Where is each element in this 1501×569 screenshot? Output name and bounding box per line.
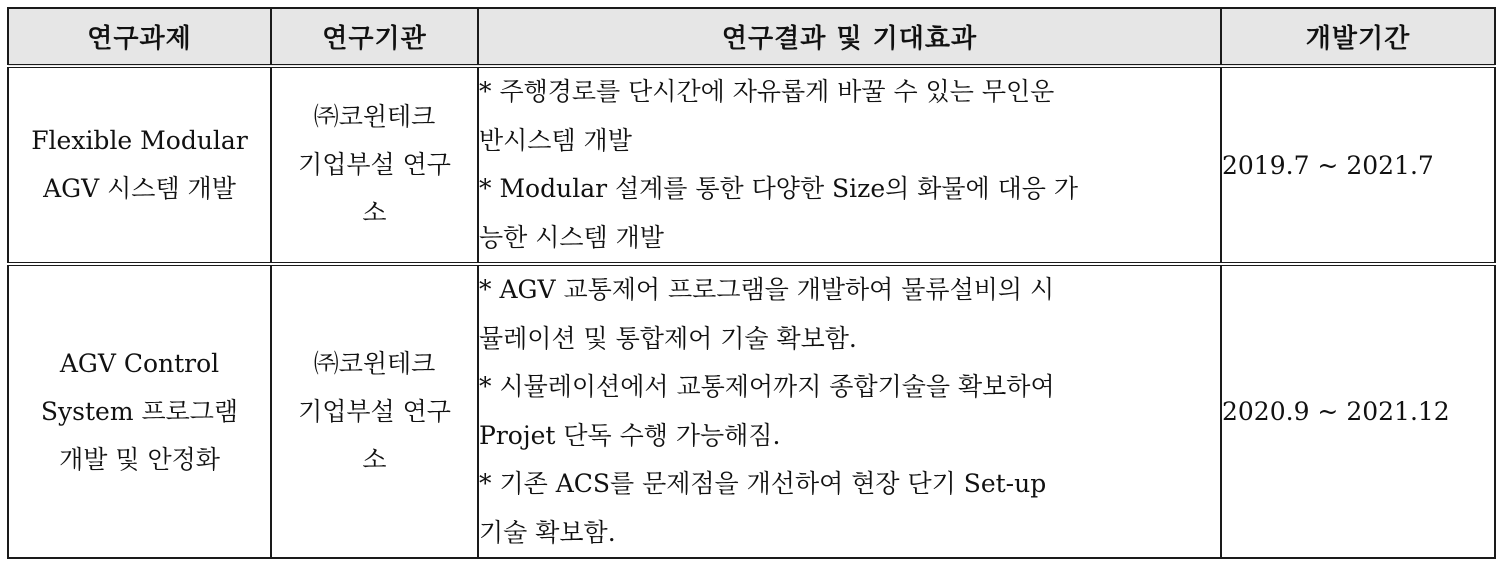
result-cell [478,264,1221,558]
task-cell [8,66,271,264]
task-line: AGV Control [59,348,220,378]
table-row [8,66,1495,264]
result-line: * 시뮬레이션에서 교통제어까지 종합기술을 확보하여 [479,372,1055,401]
result-line: * Modular 설계를 통한 다양한 Size의 화물에 대응 가 [479,174,1079,203]
task-line: Flexible Modular [31,126,248,155]
result-line: 능한 시스템 개발 [479,222,664,252]
org-cell [271,66,478,264]
result-line: 뮬레이션 및 통합제어 기술 확보함. [479,323,857,353]
result-line: 반시스템 개발 [479,125,632,155]
task-line: AGV 시스템 개발 [43,174,236,203]
research-table [7,7,1496,559]
task-line: 개발 및 안정화 [59,444,220,474]
result-line: * 주행경로를 단시간에 자유롭게 바꿀 수 있는 무인운 [479,77,1055,106]
period-cell: 2019.7 ~ 2021.7 [1221,66,1495,264]
header-org: 연구기관 [271,8,478,66]
header-result: 연구결과 및 기대효과 [478,8,1221,66]
result-line: * AGV 교통제어 프로그램을 개발하여 물류설비의 시 [479,275,1055,304]
org-line: 기업부설 연구 [298,150,451,179]
org-line: ㈜코윈테크 [313,348,436,378]
org-line: 소 [362,198,387,227]
task-line: System 프로그램 [40,396,239,426]
table-row [8,264,1495,558]
result-line: Projet 단독 수행 가능해짐. [479,420,781,450]
header-period: 개발기간 [1221,8,1495,66]
task-cell [8,264,271,558]
result-cell [478,66,1221,264]
org-line: ㈜코윈테크 [313,102,436,131]
result-line: 기술 확보함. [479,517,616,547]
org-line: 기업부설 연구 [298,396,451,426]
result-line: * 기존 ACS를 문제점을 개선하여 현장 단기 Set-up [479,469,1047,498]
period-cell: 2020.9 ~ 2021.12 [1221,264,1495,558]
org-line: 소 [362,444,387,474]
header-task: 연구과제 [8,8,271,66]
header-row [8,8,1495,66]
org-cell [271,264,478,558]
